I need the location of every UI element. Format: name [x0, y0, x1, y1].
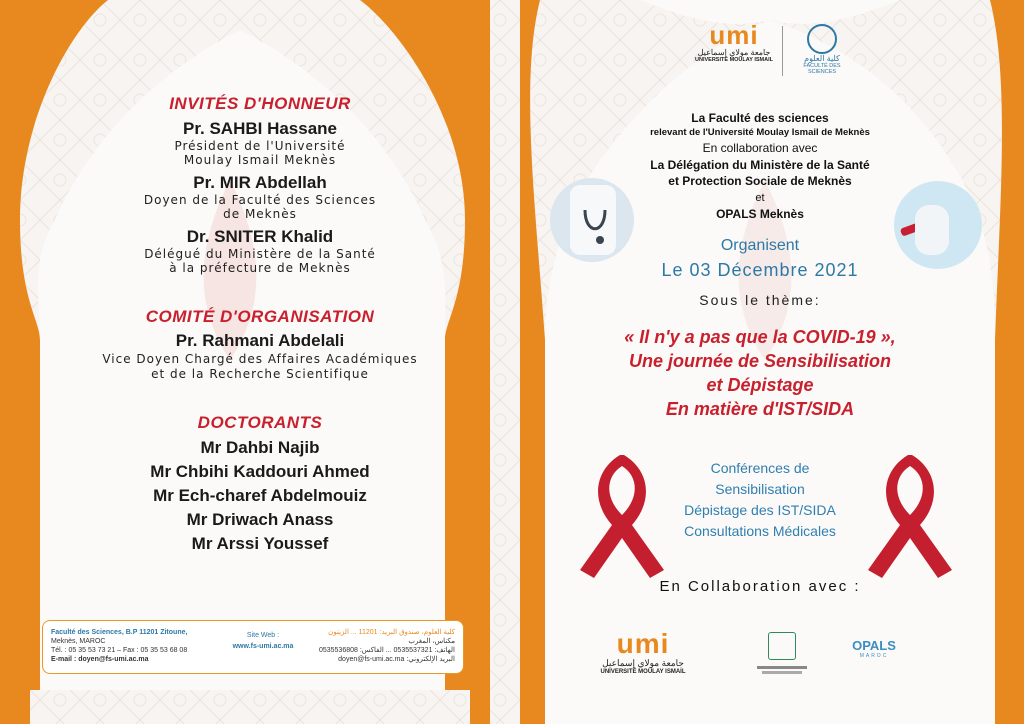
guest-role: Président de l'Université	[174, 139, 346, 153]
umi-logo-text: umi	[709, 20, 759, 50]
guest-name: Dr. SNITER Khalid	[186, 227, 334, 246]
guest-role: à la préfecture de Meknès	[169, 261, 351, 275]
guest-role: Moulay Ismail Meknès	[183, 153, 337, 167]
committee-role: Vice Doyen Chargé des Affaires Académiques	[102, 352, 418, 366]
right-panel	[560, 0, 960, 724]
faculty-logo-fr: FACULTÉ DES SCIENCES	[803, 63, 841, 75]
event-title-line: « Il n'y a pas que la COVID-19 »,	[624, 327, 896, 347]
guest-name: Pr. SAHBI Hassane	[182, 119, 337, 138]
doctorant-name: Mr Ech-charef Abdelmouiz	[153, 486, 367, 505]
footer-arabic	[305, 628, 455, 664]
event-title-line: et Dépistage	[706, 375, 814, 395]
doctorant-name: Mr Chbihi Kaddouri Ahmed	[150, 462, 370, 481]
theme-label: Sous le thème:	[699, 292, 821, 308]
event-title-line: En matière d'IST/SIDA	[665, 399, 855, 419]
footer-site-label: Site Web :	[246, 632, 280, 639]
activity-item: Sensibilisation	[715, 481, 805, 497]
umi-logo-fr: UNIVERSITÉ MOULAY ISMAIL	[600, 669, 686, 675]
collab-heading: En Collaboration avec :	[659, 578, 861, 595]
footer-ar-line: مكناس، المغرب	[408, 638, 455, 645]
umi-logo-fr: UNIVERSITÉ MOULAY ISMAIL	[695, 57, 773, 63]
umi-logo-ar: جامعة مولاي إسماعيل	[602, 658, 684, 668]
contact-footer	[42, 620, 464, 674]
footer-site-link[interactable]: www.fs-umi.ac.ma	[232, 643, 294, 650]
org-line: relevant de l'Université Moulay Ismail de Meknès	[650, 127, 870, 138]
doctorant-name: Mr Dahbi Najib	[200, 438, 320, 457]
guest-role: Doyen de la Faculté des Sciences	[143, 193, 377, 207]
left-panel	[40, 0, 480, 724]
org-line: OPALS Meknès	[716, 207, 804, 221]
footer-ar-line: البريد الإلكتروني: doyen@fs-umi.ac.ma	[338, 656, 455, 663]
committee-heading: COMITÉ D'ORGANISATION	[145, 307, 375, 326]
umi-logo-ar: جامعة مولاي إسماعيل	[697, 48, 771, 57]
committee-name: Pr. Rahmani Abdelali	[175, 331, 345, 350]
footer-fac: Faculté des Sciences, B.P 11201 Zitoune,	[51, 629, 188, 636]
guest-role: Délégué du Ministère de la Santé	[144, 247, 376, 261]
footer-city: Meknès, MAROC	[51, 638, 106, 645]
org-line: La Faculté des sciences	[691, 111, 829, 125]
doctorant-name: Mr Driwach Anass	[186, 510, 334, 529]
org-line: La Délégation du Ministère de la Santé	[650, 158, 870, 172]
footer-email: E-mail : doyen@fs-umi.ac.ma	[51, 656, 149, 663]
footer-ar-line: كلية العلوم، صندوق البريد: 11201 ... الزيتون	[328, 629, 455, 636]
faculty-logo-ar: كلية العلوم	[804, 54, 840, 63]
event-title-line: Une journée de Sensibilisation	[628, 351, 892, 371]
umi-logo-text: umi	[616, 628, 670, 659]
doctorants-heading: DOCTORANTS	[197, 413, 323, 432]
org-line: et	[755, 192, 765, 204]
guests-heading: INVITÉS D'HONNEUR	[169, 94, 351, 113]
activity-item: Dépistage des IST/SIDA	[684, 502, 836, 518]
doctorant-name: Mr Arssi Youssef	[191, 534, 329, 553]
ministry-logo	[752, 632, 812, 682]
org-line: En collaboration avec	[702, 141, 818, 155]
footer-address	[51, 628, 211, 664]
footer-site	[213, 630, 313, 652]
ministry-text-line	[757, 666, 807, 669]
committee-role: et de la Recherche Scientifique	[151, 367, 369, 381]
footer-ar-line: الهاتف: 0535537321 ... الفاكس: 0535536808	[318, 647, 455, 654]
opals-logo	[842, 638, 906, 678]
organisent: Organisent	[720, 237, 800, 254]
opals-logo-sub: MAROC	[859, 653, 889, 659]
event-date: Le 03 Décembre 2021	[661, 260, 859, 280]
activity-item: Consultations Médicales	[684, 523, 836, 539]
activity-item: Conférences de	[710, 460, 810, 476]
footer-tel: Tél. : 05 35 53 73 21 – Fax : 05 35 53 68 08	[51, 647, 188, 654]
opals-logo-text: OPALS	[852, 638, 896, 653]
org-line: et Protection Sociale de Meknès	[668, 174, 852, 188]
ministry-text-line	[762, 671, 802, 674]
guest-role: de Meknès	[223, 207, 297, 221]
guest-name: Pr. MIR Abdellah	[193, 173, 327, 192]
umi-logo-bottom	[598, 630, 688, 675]
ministry-emblem-icon	[768, 632, 796, 660]
